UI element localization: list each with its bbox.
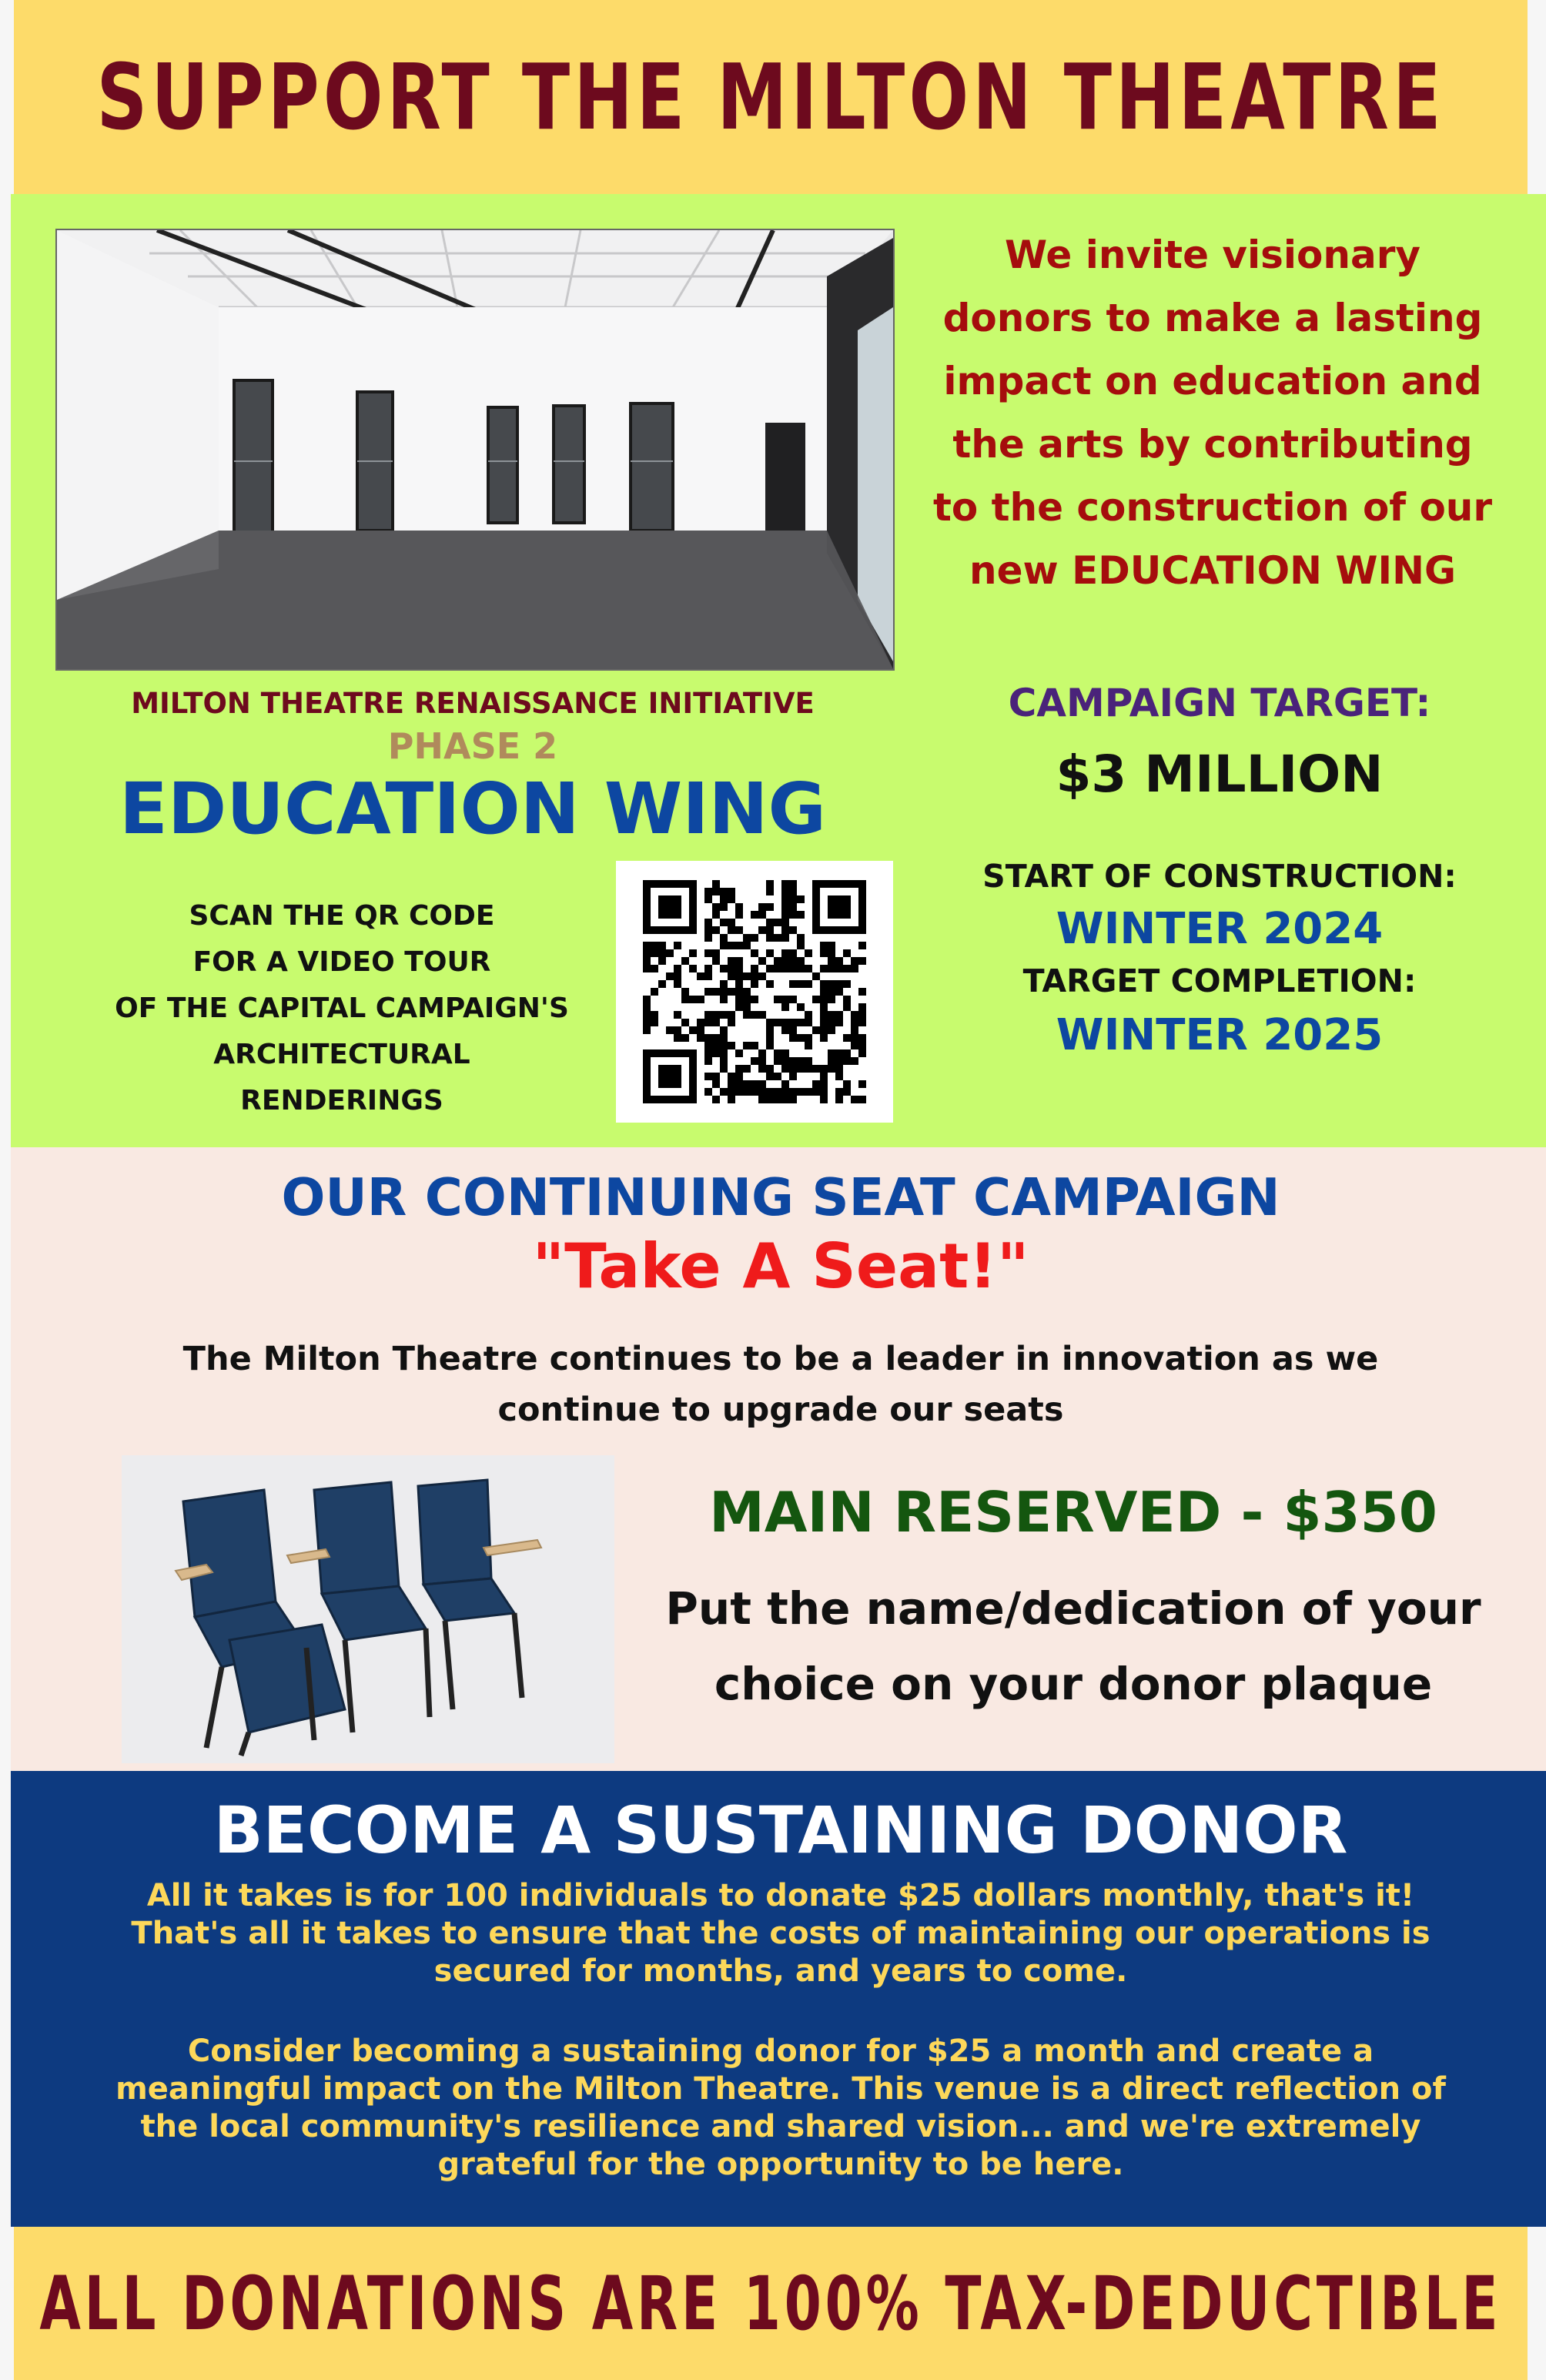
- sustaining-donor-title: BECOME A SUSTAINING DONOR: [213, 1793, 1348, 1868]
- sustaining-donor-paragraph-1: All it takes is for 100 individuals to donate $25 dollars monthly, that's it! That's all it takes to ensure that the costs of maintaining our operations is secured for months, and years to come.: [131, 1878, 1431, 1989]
- sustaining-donor-paragraph-2: Consider becoming a sustaining donor for $25 a month and create a meaningful impact on the Milton Theatre. This venue is a direct reflection of the local community's resilience and shared vision... and we're extremely grateful for the opportunity to be here.: [115, 2034, 1446, 2182]
- initiative-name: MILTON THEATRE RENAISSANCE INITIATIVE: [131, 687, 815, 720]
- target-completion-label: TARGET COMPLETION:: [1022, 962, 1417, 999]
- seat-campaign-section: [11, 1147, 1546, 1771]
- invite-text: We invite visionary donors to make a lasting impact on education and the arts by contributing to the construction of our new EDUCATION WING: [932, 233, 1493, 593]
- seat-campaign-description: The Milton Theatre continues to be a leader in innovation as we continue to upgrade our seats: [182, 1340, 1379, 1429]
- page-title: SUPPORT THE MILTON THEATRE: [96, 44, 1445, 150]
- scan-instructions: SCAN THE QR CODE FOR A VIDEO TOUR OF THE CAPITAL CAMPAIGN'S ARCHITECTURAL RENDERINGS: [115, 900, 569, 1116]
- theatre-seats-image: [122, 1455, 614, 1763]
- header-banner: [14, 0, 1528, 194]
- tax-deductible-notice: ALL DONATIONS ARE 100% TAX-DEDUCTIBLE: [39, 2260, 1502, 2347]
- phase-label: PHASE 2: [387, 725, 558, 767]
- seat-campaign-tagline: "Take A Seat!": [532, 1230, 1029, 1302]
- education-wing-rendering-image: [55, 229, 895, 671]
- construction-start-value: WINTER 2024: [1056, 904, 1384, 954]
- tier-description: Put the name/dedication of your choice on your donor plaque: [665, 1582, 1481, 1710]
- education-wing-section: [11, 194, 1546, 1147]
- campaign-target-value: $3 MILLION: [1056, 745, 1384, 804]
- education-wing-title: EDUCATION WING: [119, 768, 826, 850]
- sustaining-donor-section: [11, 1771, 1546, 2227]
- qr-code[interactable]: [616, 861, 893, 1123]
- construction-start-label: START OF CONSTRUCTION:: [982, 858, 1457, 895]
- target-completion-value: WINTER 2025: [1056, 1010, 1384, 1060]
- footer-banner: [14, 2227, 1528, 2380]
- main-reserved-tier: MAIN RESERVED - $350: [709, 1480, 1437, 1545]
- campaign-target-label: CAMPAIGN TARGET:: [1008, 681, 1431, 725]
- seat-campaign-title: OUR CONTINUING SEAT CAMPAIGN: [281, 1167, 1280, 1227]
